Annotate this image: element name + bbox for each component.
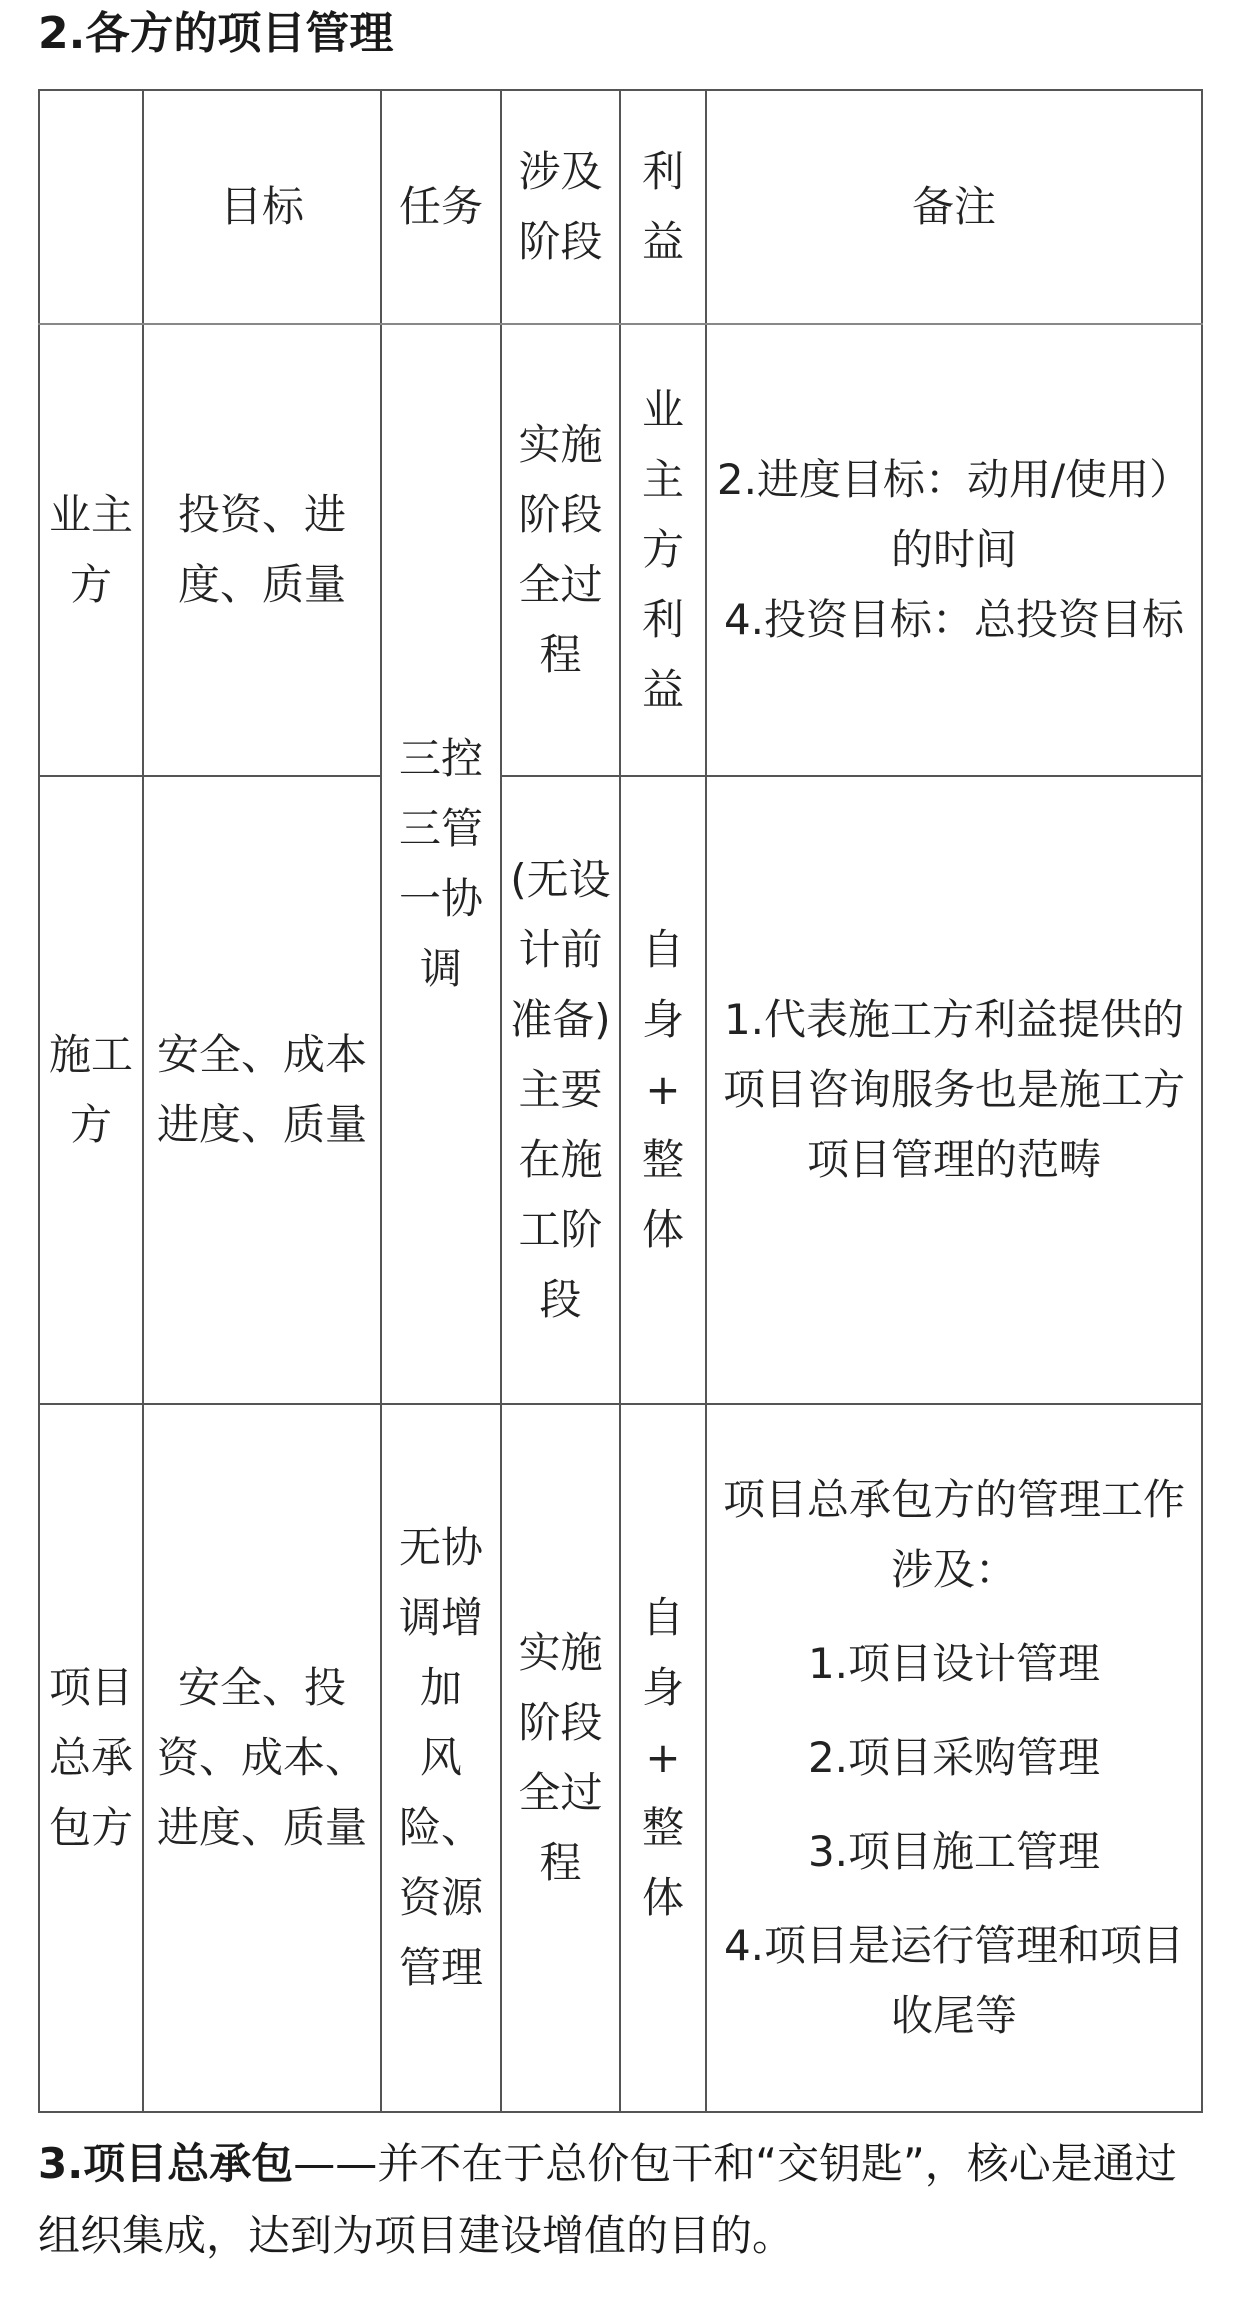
note-line: 2.进度目标：动用/使用）的时间: [716, 455, 1192, 574]
goal-line: 安全、投资、成本、进度、质量: [156, 1663, 367, 1852]
goal-line: 安全、成本: [156, 1030, 367, 1079]
task-cell-shared: [381, 324, 501, 1404]
task-line: 无协调增加: [398, 1523, 483, 1712]
header-cell-party: [39, 90, 143, 324]
header-cell-stage: 涉及阶段: [501, 90, 620, 324]
goal-cell: [143, 776, 381, 1404]
footer-paragraph: [38, 2128, 1213, 2272]
party-cell: 业主方: [39, 324, 143, 776]
goal-cell: [143, 1404, 381, 2112]
header-cell-task: 任务: [381, 90, 501, 324]
footer-text: ——并不在于总价包干和“交钥匙”，核心是通过组织集成，达到为项目建设增值的目的。: [38, 2139, 1177, 2260]
notes-cell: [706, 1404, 1202, 2112]
interest-cell: 业主方利益: [620, 324, 706, 776]
notes-cell: [706, 324, 1202, 776]
stage-line: 主要在施工阶段: [518, 1065, 603, 1324]
interest-cell: 自身+整体: [620, 1404, 706, 2112]
note-line: 2.项目采购管理: [807, 1733, 1101, 1782]
stage-line: 实施阶段全过程: [518, 420, 603, 679]
task-line: 三控: [398, 734, 483, 783]
task-cell-last: [381, 1404, 501, 2112]
header-cell-notes: 备注: [706, 90, 1202, 324]
note-line: 3.项目施工管理: [807, 1827, 1101, 1876]
interest-cell: 自身+整体: [620, 776, 706, 1404]
table-row-general-contractor: [39, 1404, 1202, 2112]
party-cell: 施工方: [39, 776, 143, 1404]
party-cell: 项目总承包方: [39, 1404, 143, 2112]
table-row-owner: [39, 324, 1202, 776]
goal-cell: [143, 324, 381, 776]
notes-cell: [706, 776, 1202, 1404]
stage-line: (无设计前准备): [510, 855, 611, 1044]
note-line: 1.代表施工方利益提供的项目咨询服务也是施工方项目管理的范畴: [722, 995, 1185, 1184]
header-cell-interest: 利益: [620, 90, 706, 324]
header-cell-goal: 目标: [143, 90, 381, 324]
note-line: 1.项目设计管理: [807, 1639, 1101, 1688]
stage-line: 实施阶段全过程: [518, 1628, 603, 1887]
task-line: 三管: [398, 804, 483, 853]
note-line: 项目总承包方的管理工作涉及：: [722, 1475, 1185, 1594]
table-row-contractor: [39, 776, 1202, 1404]
project-management-table: [38, 89, 1203, 2113]
stage-cell: [501, 1404, 620, 2112]
page-title: 2.各方的项目管理: [38, 8, 394, 59]
footer-lead: 3.项目总承包: [38, 2139, 294, 2188]
stage-cell: [501, 324, 620, 776]
goal-line: 进度、质量: [156, 1100, 367, 1149]
note-line: 4.项目是运行管理和项目收尾等: [723, 1921, 1185, 2040]
task-line: 一协调: [398, 874, 483, 993]
goal-line: 投资、进度、质量: [177, 490, 346, 609]
note-line: 4.投资目标：总投资目标: [723, 595, 1185, 644]
task-line: 风险、资源管理: [398, 1733, 483, 1992]
stage-cell: [501, 776, 620, 1404]
header-row: [39, 90, 1202, 324]
